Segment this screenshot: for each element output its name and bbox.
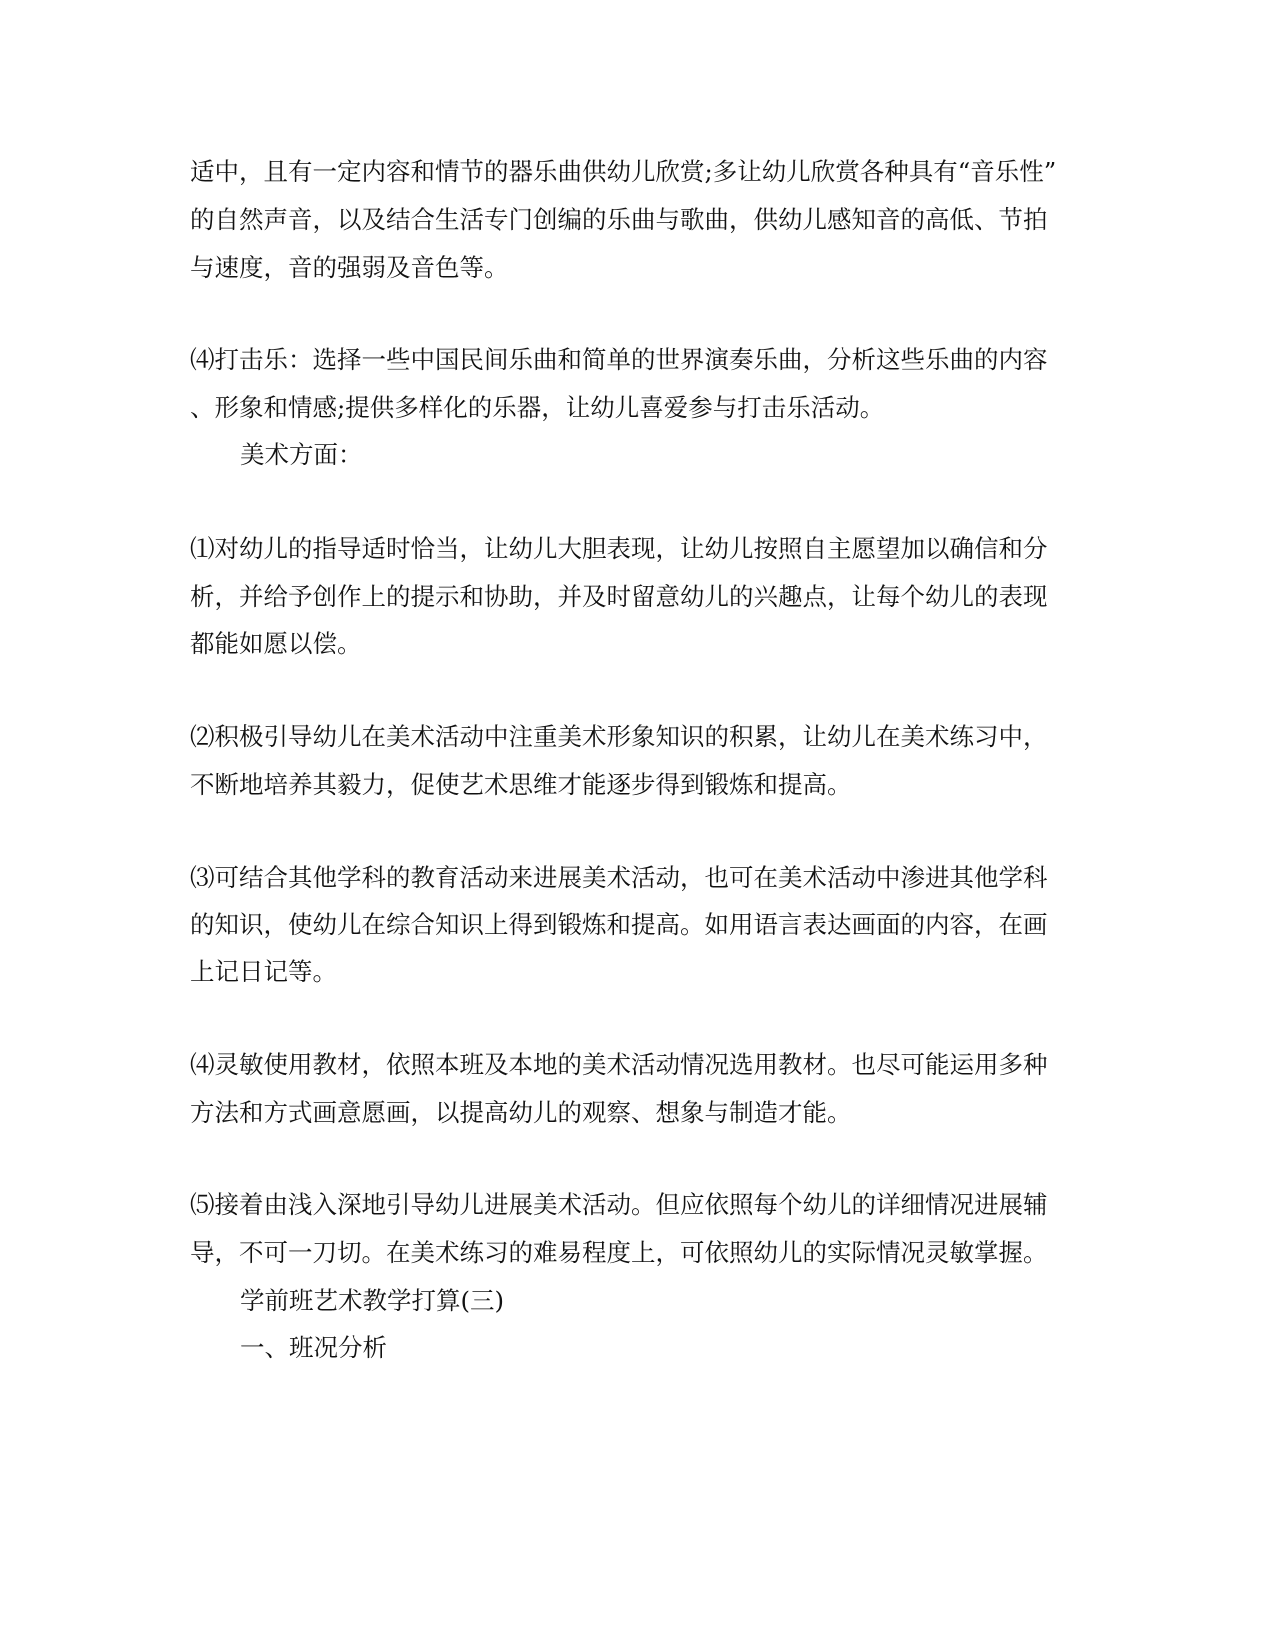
body-text-line: 导，不可一刀切。在美术练习的难易程度上，可依照幼儿的实际情况灵敏掌握。 <box>190 1238 1048 1267</box>
section-heading: 一、班况分析 <box>240 1333 387 1362</box>
body-text-line: 不断地培养其毅力，促使艺术思维才能逐步得到锻炼和提高。 <box>190 770 852 799</box>
document-title: 学前班艺术教学打算(三) <box>240 1286 505 1315</box>
body-text-line: 与速度，音的强弱及音色等。 <box>190 253 509 282</box>
body-text-line: 适中，且有一定内容和情节的器乐曲供幼儿欣赏;多让幼儿欣赏各种具有“音乐性” <box>190 157 1057 186</box>
body-text-line: 都能如愿以偿。 <box>190 629 362 658</box>
body-text-line: ⑵积极引导幼儿在美术活动中注重美术形象知识的积累，让幼儿在美术练习中， <box>190 722 1048 751</box>
body-text-line: 方法和方式画意愿画，以提高幼儿的观察、想象与制造才能。 <box>190 1098 852 1127</box>
body-text-line: 上记日记等。 <box>190 957 337 986</box>
body-text-line: 的自然声音，以及结合生活专门创编的乐曲与歌曲，供幼儿感知音的高低、节拍 <box>190 205 1048 234</box>
body-text-line: 析，并给予创作上的提示和协助，并及时留意幼儿的兴趣点，让每个幼儿的表现 <box>190 582 1048 611</box>
body-text-line: ⑴对幼儿的指导适时恰当，让幼儿大胆表现，让幼儿按照自主愿望加以确信和分 <box>190 534 1048 563</box>
body-text-line: ⑸接着由浅入深地引导幼儿进展美术活动。但应依照每个幼儿的详细情况进展辅 <box>190 1190 1048 1219</box>
body-text-line: ⑷灵敏使用教材，依照本班及本地的美术活动情况选用教材。也尽可能运用多种 <box>190 1050 1048 1079</box>
body-text-line: 、形象和情感;提供多样化的乐器，让幼儿喜爱参与打击乐活动。 <box>190 393 885 422</box>
section-heading: 美术方面： <box>240 440 363 469</box>
body-text-line: ⑷打击乐：选择一些中国民间乐曲和简单的世界演奏乐曲，分析这些乐曲的内容 <box>190 345 1048 374</box>
body-text-line: ⑶可结合其他学科的教育活动来进展美术活动，也可在美术活动中渗进其他学科 <box>190 863 1048 892</box>
body-text-line: 的知识，使幼儿在综合知识上得到锻炼和提高。如用语言表达画面的内容，在画 <box>190 910 1048 939</box>
